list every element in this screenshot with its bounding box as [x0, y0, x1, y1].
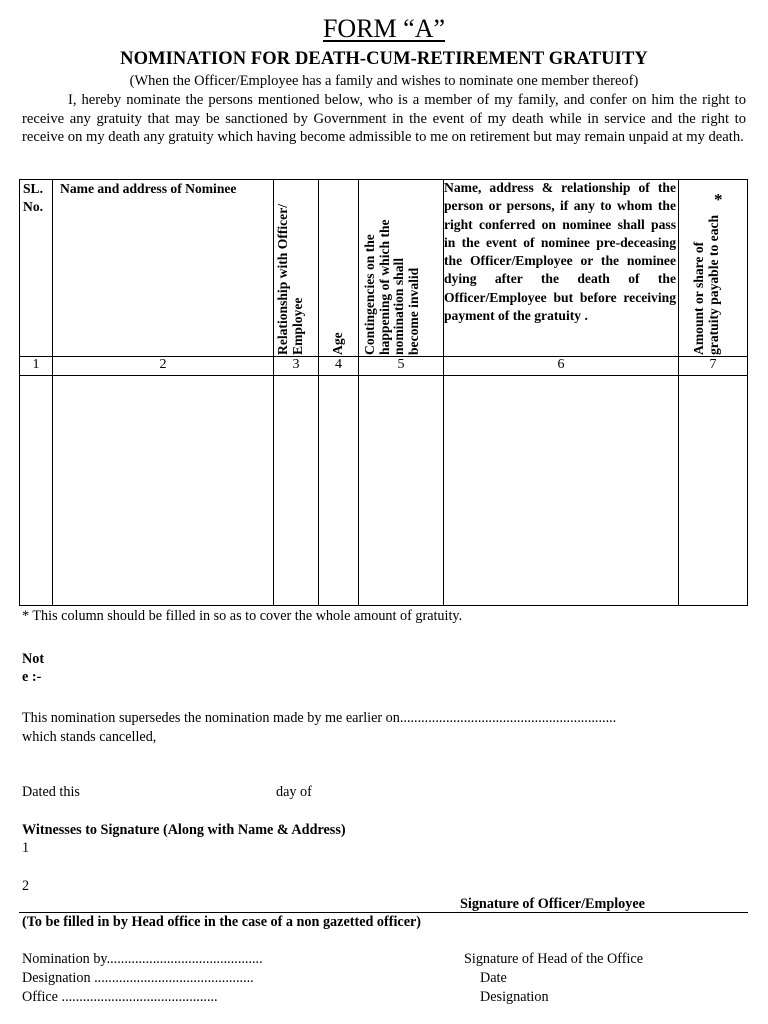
signature-head-label: Signature of Head of the Office	[464, 951, 643, 967]
head-office-heading: (To be filled in by Head office in the case of a non gazetted officer)	[22, 914, 422, 930]
supersede-cancelled: which stands cancelled,	[22, 729, 157, 745]
header-alternate-nominee: Name, address & relationship of the person or persons, if any to whom the right conferred on nominee shall pass in the event of nominee pre-deceasing the Officer/Employee or the nominee dying after the death of the Officer/Employee but before receiving payment of the gratuity .	[444, 180, 676, 324]
form-subtitle: NOMINATION FOR DEATH-CUM-RETIREMENT GRATUITY	[120, 49, 648, 69]
nomination-by-field: Nomination by............................................	[22, 951, 263, 967]
designation-right-label: Designation	[480, 989, 549, 1005]
form-subnote: (When the Officer/Employee has a family and wishes to nominate one member thereof)	[129, 73, 639, 89]
footnote: * This column should be filled in so as to cover the whole amount of gratuity.	[22, 608, 463, 624]
header-amount-star: *	[714, 190, 723, 209]
header-relationship: Relationship with Officer/ Employee	[275, 203, 305, 355]
witness-1: 1	[22, 840, 30, 856]
header-amount: Amount or share of gratuity payable to each	[691, 214, 721, 355]
signature-officer-label: Signature of Officer/Employee	[460, 896, 645, 912]
note-label-line2: e :-	[22, 669, 42, 685]
witness-2: 2	[22, 878, 30, 894]
header-age: Age	[330, 332, 345, 355]
dated-label: Dated this	[22, 784, 80, 800]
supersede-text: This nomination supersedes the nomination made by me earlier on.............................................................	[22, 710, 617, 726]
designation-field: Designation .............................................	[22, 970, 254, 986]
column-number: 6	[557, 357, 565, 372]
column-number: 3	[292, 357, 300, 372]
column-number: 5	[397, 357, 405, 372]
column-number: 2	[159, 357, 167, 372]
intro-paragraph: I, hereby nominate the persons mentioned below, who is a member of my family, and confer on him the right to receive any gratuity that may be sanctioned by Government in the event of my death while in service and the right to receive on my death any gratuity which having become admissible to me on retirement but may remain unpaid at my death.	[22, 92, 746, 146]
column-number: 1	[32, 357, 40, 372]
office-field: Office ............................................	[22, 989, 218, 1005]
date-label: Date	[480, 970, 507, 986]
nomination-table	[19, 179, 748, 606]
header-sl-no: SL. No.	[23, 181, 44, 215]
divider-line	[19, 912, 748, 913]
column-number: 4	[335, 357, 342, 372]
witnesses-heading: Witnesses to Signature (Along with Name & Address)	[22, 822, 346, 838]
day-of-label: day of	[276, 784, 312, 800]
header-contingencies: Contingencies on the happening of which the nomination shall become invalid	[362, 219, 421, 355]
column-number: 7	[709, 357, 717, 372]
note-label-line1: Not	[22, 651, 45, 667]
header-name-address: Name and address of Nominee	[60, 181, 237, 196]
form-title: FORM “A”	[322, 14, 446, 43]
